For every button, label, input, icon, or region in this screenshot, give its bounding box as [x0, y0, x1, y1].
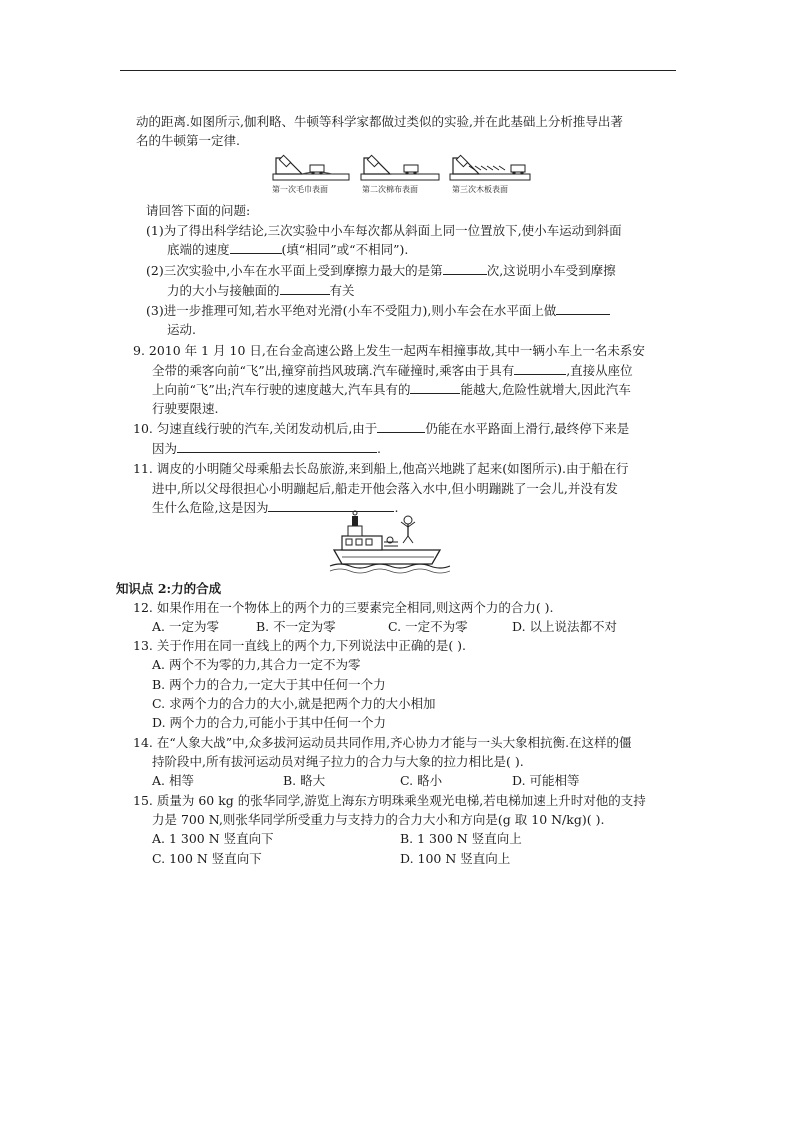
text-line: 15. 质量为 60 kg 的张华同学,游览上海东方明珠乘坐观光电梯,若电梯加速上升时对他的支持 — [133, 793, 646, 808]
boat-figure — [328, 510, 450, 576]
answer-blank[interactable] — [177, 440, 377, 453]
text-line: 11. 调皮的小明随父母乘船去长岛旅游,来到船上,他高兴地跳了起来(如图所示).由于船在行 — [133, 461, 629, 476]
text-line: (1)为了得出科学结论,三次实验中小车每次都从斜面上同一位置放下,使小车运动到斜面 — [146, 223, 622, 238]
text-line: 运动. — [167, 322, 196, 337]
text-span: 上向前“飞”出;汽车行驶的速度越大,汽车具有的 — [152, 382, 411, 397]
option[interactable]: B. 两个力的合力,一定大于其中任何一个力 — [152, 677, 386, 692]
option[interactable]: A. 两个不为零的力,其合力一定不为零 — [152, 657, 361, 672]
experiment-figure-2 — [360, 152, 440, 182]
text-span: 有关 — [329, 283, 355, 298]
text-line: 名的牛顿第一定律. — [136, 133, 240, 148]
text-line: 请回答下面的问题: — [146, 203, 251, 218]
option[interactable]: C. 一定不为零 — [388, 619, 468, 634]
answer-blank[interactable] — [514, 362, 566, 375]
text-span: 生什么危险,这是因为 — [152, 500, 269, 515]
text-span: (2)三次实验中,小车在水平面上受到摩擦力最大的是第 — [146, 263, 443, 278]
text-span: 底端的速度 — [167, 242, 230, 257]
option[interactable]: B. 不一定为零 — [256, 619, 336, 634]
option[interactable]: C. 略小 — [400, 773, 443, 788]
text-span: ,直接从座位 — [566, 363, 633, 378]
text-span: 次,这说明小车受到摩擦 — [486, 263, 616, 278]
text-line: 持阶段中,所有拔河运动员对绳子拉力的合力与大象的拉力相比是( ). — [152, 754, 524, 769]
figure-caption: 第一次毛巾表面 — [272, 185, 328, 194]
text-line: 力是 700 N,则张华同学所受重力与支持力的合力大小和方向是(g 取 10 N/kg)( ). — [152, 812, 605, 827]
option[interactable]: D. 以上说法都不对 — [512, 619, 618, 634]
text-span: (3)进一步推理可知,若水平绝对光滑(小车不受阻力),则小车会在水平面上做 — [146, 303, 557, 318]
answer-blank[interactable] — [410, 381, 460, 394]
option[interactable]: C. 求两个力的合力的大小,就是把两个力的大小相加 — [152, 696, 436, 711]
figure-caption: 第二次棉布表面 — [362, 185, 418, 194]
text-span: 力的大小与接触面的 — [167, 283, 280, 298]
text-line: 动的距离.如图所示,伽利略、牛顿等科学家都做过类似的实验,并在此基础上分析推导出著 — [136, 114, 623, 129]
text-line: 13. 关于作用在同一直线上的两个力,下列说法中正确的是( ). — [133, 638, 467, 653]
option[interactable]: B. 1 300 N 竖直向上 — [400, 831, 522, 846]
answer-blank[interactable] — [280, 282, 330, 295]
answer-blank[interactable] — [443, 262, 487, 275]
option[interactable]: A. 相等 — [152, 773, 194, 788]
answer-blank[interactable] — [230, 241, 282, 254]
text-line — [146, 262, 616, 280]
text-line — [152, 440, 381, 458]
text-span: . — [394, 500, 399, 515]
answer-blank[interactable] — [556, 302, 610, 315]
text-line: 12. 如果作用在一个物体上的两个力的三要素完全相同,则这两个力的合力( ). — [133, 600, 554, 615]
option[interactable]: A. 1 300 N 竖直向下 — [152, 831, 274, 846]
text-span: 仍能在水平路面上滑行,最终停下来是 — [425, 421, 630, 436]
text-line — [167, 282, 355, 300]
text-span: 因为 — [152, 441, 178, 456]
text-line — [133, 420, 629, 438]
text-line — [146, 302, 610, 320]
option[interactable]: B. 略大 — [283, 773, 326, 788]
option[interactable]: D. 可能相等 — [512, 773, 580, 788]
text-span: (填“相同”或“不相同”). — [281, 242, 409, 257]
text-line — [167, 241, 408, 259]
text-line: 行驶要限速. — [152, 401, 219, 416]
experiment-figure-1 — [272, 152, 350, 182]
text-span: . — [377, 441, 381, 456]
option[interactable]: D. 100 N 竖直向上 — [400, 851, 511, 866]
option[interactable]: D. 两个力的合力,可能小于其中任何一个力 — [152, 715, 386, 730]
section-heading: 知识点 2:力的合成 — [116, 581, 222, 596]
text-span: 全带的乘客向前“飞”出,撞穿前挡风玻璃.汽车碰撞时,乘客由于具有 — [152, 363, 515, 378]
text-line: 14. 在“人象大战”中,众多拔河运动员共同作用,齐心协力才能与一头大象相抗衡.在这样的僵 — [133, 735, 632, 750]
answer-blank[interactable] — [377, 420, 425, 433]
text-span: 能越大,危险性就增大,因此汽车 — [460, 382, 631, 397]
text-line: 9. 2010 年 1 月 10 日,在台金高速公路上发生一起两车相撞事故,其中一辆小车上一名未系安 — [133, 343, 645, 358]
text-line — [152, 381, 631, 399]
text-line — [152, 362, 633, 380]
header-rule — [120, 70, 676, 71]
option[interactable]: C. 100 N 竖直向下 — [152, 851, 262, 866]
text-line: 进中,所以父母很担心小明蹦起后,船走开他会落入水中,但小明蹦跳了一会儿,并没有发 — [152, 481, 618, 496]
option[interactable]: A. 一定为零 — [152, 619, 219, 634]
experiment-figure-3 — [449, 152, 531, 182]
figure-caption: 第三次木板表面 — [452, 185, 508, 194]
text-span: 10. 匀速直线行驶的汽车,关闭发动机后,由于 — [133, 421, 378, 436]
